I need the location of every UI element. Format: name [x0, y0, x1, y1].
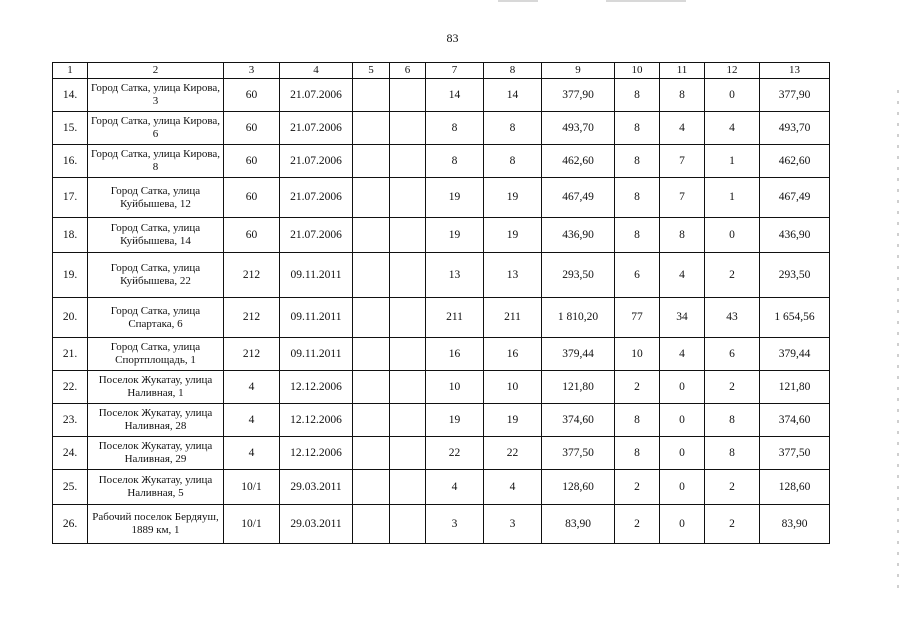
col5-cell: [353, 338, 390, 371]
col7-cell: 4: [426, 470, 484, 505]
table-row: [53, 79, 830, 112]
col13-cell: 83,90: [760, 505, 830, 544]
column-header: 3: [224, 63, 280, 79]
date-cell: 09.11.2011: [280, 298, 353, 338]
col8-cell: 4: [484, 470, 542, 505]
col5-cell: [353, 145, 390, 178]
col13-cell: 374,60: [760, 404, 830, 437]
col9-cell: 128,60: [542, 470, 615, 505]
col6-cell: [390, 298, 426, 338]
col13-cell: 293,50: [760, 253, 830, 298]
col6-cell: [390, 338, 426, 371]
col8-cell: 3: [484, 505, 542, 544]
col10-cell: 2: [615, 470, 660, 505]
col5-cell: [353, 218, 390, 253]
col11-cell: 0: [660, 437, 705, 470]
date-cell: 09.11.2011: [280, 253, 353, 298]
row-number: 15.: [53, 112, 88, 145]
col3-cell: 212: [224, 338, 280, 371]
col9-cell: 374,60: [542, 404, 615, 437]
housing-registry-table: [52, 62, 830, 544]
col11-cell: 8: [660, 79, 705, 112]
col10-cell: 77: [615, 298, 660, 338]
table-row: [53, 338, 830, 371]
col10-cell: 8: [615, 112, 660, 145]
table-row: [53, 145, 830, 178]
date-cell: 21.07.2006: [280, 218, 353, 253]
col3-cell: 60: [224, 218, 280, 253]
col8-cell: 14: [484, 79, 542, 112]
col11-cell: 0: [660, 404, 705, 437]
column-header: 10: [615, 63, 660, 79]
col9-cell: 293,50: [542, 253, 615, 298]
column-header: 8: [484, 63, 542, 79]
col5-cell: [353, 79, 390, 112]
date-cell: 12.12.2006: [280, 437, 353, 470]
col5-cell: [353, 404, 390, 437]
address-cell: Город Сатка, улица Кирова, 3: [88, 79, 224, 112]
col3-cell: 212: [224, 253, 280, 298]
col5-cell: [353, 437, 390, 470]
col8-cell: 13: [484, 253, 542, 298]
col12-cell: 43: [705, 298, 760, 338]
col7-cell: 3: [426, 505, 484, 544]
col12-cell: 8: [705, 404, 760, 437]
date-cell: 21.07.2006: [280, 178, 353, 218]
col13-cell: 379,44: [760, 338, 830, 371]
col11-cell: 4: [660, 253, 705, 298]
table-row: [53, 298, 830, 338]
col7-cell: 13: [426, 253, 484, 298]
col8-cell: 8: [484, 145, 542, 178]
row-number: 19.: [53, 253, 88, 298]
address-cell: Город Сатка, улица Кирова, 6: [88, 112, 224, 145]
col11-cell: 7: [660, 145, 705, 178]
col9-cell: 1 810,20: [542, 298, 615, 338]
col6-cell: [390, 253, 426, 298]
col10-cell: 8: [615, 79, 660, 112]
col6-cell: [390, 470, 426, 505]
column-header: 7: [426, 63, 484, 79]
col10-cell: 8: [615, 145, 660, 178]
table-row: [53, 112, 830, 145]
date-cell: 29.03.2011: [280, 470, 353, 505]
scan-artifact: [498, 0, 538, 2]
col13-cell: 1 654,56: [760, 298, 830, 338]
col7-cell: 16: [426, 338, 484, 371]
col8-cell: 19: [484, 218, 542, 253]
col3-cell: 4: [224, 437, 280, 470]
table-row: [53, 404, 830, 437]
address-cell: Рабочий поселок Бердяуш, 1889 км, 1: [88, 505, 224, 544]
row-number: 16.: [53, 145, 88, 178]
col12-cell: 2: [705, 505, 760, 544]
col9-cell: 436,90: [542, 218, 615, 253]
scan-artifact: [606, 0, 686, 2]
col8-cell: 10: [484, 371, 542, 404]
col12-cell: 2: [705, 371, 760, 404]
col9-cell: 467,49: [542, 178, 615, 218]
col3-cell: 60: [224, 145, 280, 178]
row-number: 24.: [53, 437, 88, 470]
col5-cell: [353, 505, 390, 544]
col6-cell: [390, 178, 426, 218]
col9-cell: 121,80: [542, 371, 615, 404]
col5-cell: [353, 253, 390, 298]
col8-cell: 16: [484, 338, 542, 371]
date-cell: 21.07.2006: [280, 112, 353, 145]
col11-cell: 4: [660, 112, 705, 145]
col12-cell: 2: [705, 470, 760, 505]
col6-cell: [390, 404, 426, 437]
col5-cell: [353, 178, 390, 218]
col13-cell: 377,90: [760, 79, 830, 112]
date-cell: 29.03.2011: [280, 505, 353, 544]
column-header: 5: [353, 63, 390, 79]
col10-cell: 2: [615, 371, 660, 404]
address-cell: Поселок Жукатау, улица Наливная, 1: [88, 371, 224, 404]
col13-cell: 436,90: [760, 218, 830, 253]
col12-cell: 0: [705, 79, 760, 112]
col10-cell: 10: [615, 338, 660, 371]
col5-cell: [353, 371, 390, 404]
col7-cell: 211: [426, 298, 484, 338]
col7-cell: 19: [426, 218, 484, 253]
col13-cell: 467,49: [760, 178, 830, 218]
column-header: 6: [390, 63, 426, 79]
col13-cell: 121,80: [760, 371, 830, 404]
address-cell: Поселок Жукатау, улица Наливная, 28: [88, 404, 224, 437]
col8-cell: 8: [484, 112, 542, 145]
column-header: 4: [280, 63, 353, 79]
col10-cell: 8: [615, 437, 660, 470]
row-number: 22.: [53, 371, 88, 404]
column-header: 13: [760, 63, 830, 79]
row-number: 20.: [53, 298, 88, 338]
date-cell: 21.07.2006: [280, 145, 353, 178]
col6-cell: [390, 112, 426, 145]
col10-cell: 8: [615, 218, 660, 253]
col12-cell: 6: [705, 338, 760, 371]
col7-cell: 8: [426, 112, 484, 145]
col10-cell: 8: [615, 178, 660, 218]
col12-cell: 1: [705, 178, 760, 218]
col10-cell: 8: [615, 404, 660, 437]
column-header: 9: [542, 63, 615, 79]
col13-cell: 377,50: [760, 437, 830, 470]
col11-cell: 34: [660, 298, 705, 338]
col9-cell: 379,44: [542, 338, 615, 371]
col11-cell: 0: [660, 470, 705, 505]
col7-cell: 19: [426, 178, 484, 218]
table-row: [53, 178, 830, 218]
col11-cell: 0: [660, 505, 705, 544]
column-header: 12: [705, 63, 760, 79]
col5-cell: [353, 298, 390, 338]
col12-cell: 1: [705, 145, 760, 178]
col13-cell: 128,60: [760, 470, 830, 505]
table-row: [53, 437, 830, 470]
col12-cell: 0: [705, 218, 760, 253]
col13-cell: 493,70: [760, 112, 830, 145]
date-cell: 09.11.2011: [280, 338, 353, 371]
col9-cell: 83,90: [542, 505, 615, 544]
row-number: 14.: [53, 79, 88, 112]
col3-cell: 10/1: [224, 470, 280, 505]
column-header: 2: [88, 63, 224, 79]
col7-cell: 14: [426, 79, 484, 112]
col7-cell: 10: [426, 371, 484, 404]
address-cell: Город Сатка, улица Куйбышева, 22: [88, 253, 224, 298]
col12-cell: 4: [705, 112, 760, 145]
col12-cell: 2: [705, 253, 760, 298]
column-header: 1: [53, 63, 88, 79]
address-cell: Поселок Жукатау, улица Наливная, 5: [88, 470, 224, 505]
col11-cell: 7: [660, 178, 705, 218]
col5-cell: [353, 112, 390, 145]
date-cell: 12.12.2006: [280, 371, 353, 404]
col3-cell: 212: [224, 298, 280, 338]
address-cell: Город Сатка, улица Кирова, 8: [88, 145, 224, 178]
col6-cell: [390, 371, 426, 404]
address-cell: Город Сатка, улица Куйбышева, 14: [88, 218, 224, 253]
table-row: [53, 218, 830, 253]
col10-cell: 6: [615, 253, 660, 298]
table-row: [53, 371, 830, 404]
header-row: [53, 63, 830, 79]
col6-cell: [390, 437, 426, 470]
col3-cell: 4: [224, 371, 280, 404]
date-cell: 12.12.2006: [280, 404, 353, 437]
col9-cell: 493,70: [542, 112, 615, 145]
col5-cell: [353, 470, 390, 505]
col9-cell: 377,90: [542, 79, 615, 112]
address-cell: Город Сатка, улица Куйбышева, 12: [88, 178, 224, 218]
column-header: 11: [660, 63, 705, 79]
col13-cell: 462,60: [760, 145, 830, 178]
col9-cell: 377,50: [542, 437, 615, 470]
row-number: 25.: [53, 470, 88, 505]
col6-cell: [390, 218, 426, 253]
col3-cell: 60: [224, 178, 280, 218]
col9-cell: 462,60: [542, 145, 615, 178]
row-number: 26.: [53, 505, 88, 544]
col11-cell: 0: [660, 371, 705, 404]
table-row: [53, 505, 830, 544]
col7-cell: 8: [426, 145, 484, 178]
col6-cell: [390, 505, 426, 544]
table-row: [53, 253, 830, 298]
col12-cell: 8: [705, 437, 760, 470]
address-cell: Город Сатка, улица Спортплощадь, 1: [88, 338, 224, 371]
col6-cell: [390, 79, 426, 112]
row-number: 18.: [53, 218, 88, 253]
row-number: 23.: [53, 404, 88, 437]
table-row: [53, 470, 830, 505]
col10-cell: 2: [615, 505, 660, 544]
col3-cell: 60: [224, 79, 280, 112]
col3-cell: 4: [224, 404, 280, 437]
page-number: 83: [446, 31, 459, 45]
col3-cell: 60: [224, 112, 280, 145]
col8-cell: 19: [484, 178, 542, 218]
col8-cell: 19: [484, 404, 542, 437]
address-cell: Поселок Жукатау, улица Наливная, 29: [88, 437, 224, 470]
col8-cell: 22: [484, 437, 542, 470]
scan-artifact: [897, 90, 899, 590]
row-number: 17.: [53, 178, 88, 218]
date-cell: 21.07.2006: [280, 79, 353, 112]
col6-cell: [390, 145, 426, 178]
col3-cell: 10/1: [224, 505, 280, 544]
row-number: 21.: [53, 338, 88, 371]
col11-cell: 4: [660, 338, 705, 371]
col7-cell: 22: [426, 437, 484, 470]
col11-cell: 8: [660, 218, 705, 253]
address-cell: Город Сатка, улица Спартака, 6: [88, 298, 224, 338]
col8-cell: 211: [484, 298, 542, 338]
col7-cell: 19: [426, 404, 484, 437]
